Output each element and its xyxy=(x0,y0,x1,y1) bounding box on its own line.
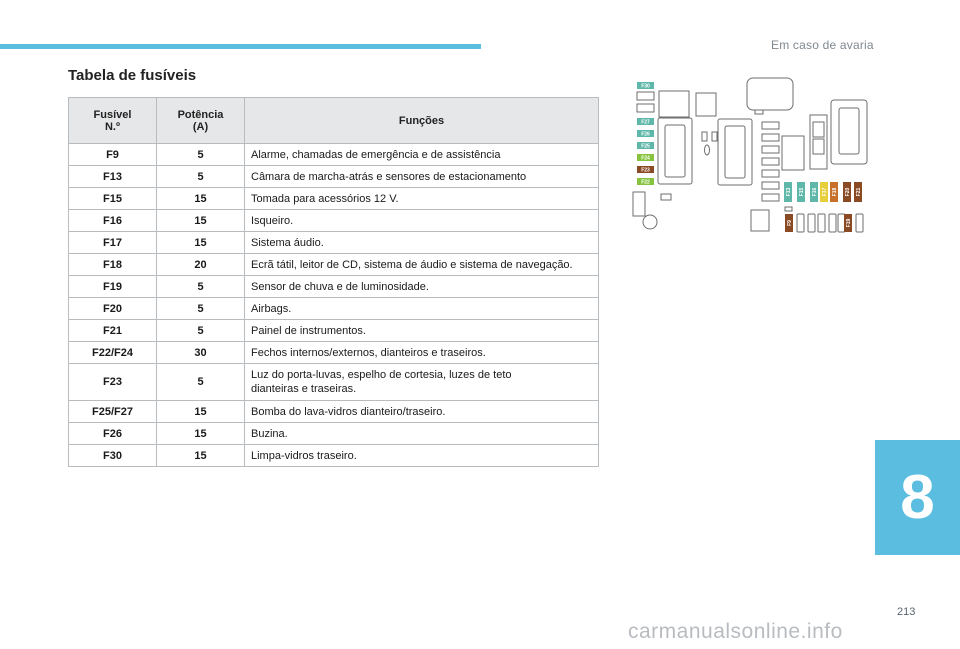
table-row xyxy=(69,445,599,467)
fuse-box-diagram xyxy=(625,74,875,242)
fuse-slot xyxy=(762,170,779,177)
fuse-label-f26-text: F26 xyxy=(641,131,650,138)
fuse-cell: F9 xyxy=(69,144,157,166)
relay-block-inner xyxy=(665,125,685,177)
amperage-cell: 15 xyxy=(157,445,245,467)
amperage-cell: 15 xyxy=(157,423,245,445)
fuse-slot xyxy=(661,194,671,200)
table-row xyxy=(69,232,599,254)
relay-block xyxy=(633,192,645,216)
amperage-cell: 5 xyxy=(157,320,245,342)
function-cell: Limpa-vidros traseiro. xyxy=(245,445,599,467)
column-header-functions: Funções xyxy=(245,98,599,144)
fuse-slot-vertical xyxy=(856,214,863,232)
function-cell: Alarme, chamadas de emergência e de assistência xyxy=(245,144,599,166)
chapter-number: 8 xyxy=(900,463,935,532)
fuse-label-f17-text: F17 xyxy=(822,187,828,197)
function-cell: Câmara de marcha-atrás e sensores de estacionamento xyxy=(245,166,599,188)
amperage-cell: 15 xyxy=(157,232,245,254)
fuse-cell: F22/F24 xyxy=(69,342,157,364)
function-cell: Sensor de chuva e de luminosidade. xyxy=(245,276,599,298)
fuse-label-f13-text: F13 xyxy=(786,187,792,197)
table-row xyxy=(69,276,599,298)
table-row xyxy=(69,166,599,188)
fuse-label-f25-text: F25 xyxy=(641,143,650,150)
amperage-cell: 15 xyxy=(157,401,245,423)
fuse-slot-vertical xyxy=(808,214,815,232)
amperage-cell: 5 xyxy=(157,166,245,188)
function-cell: Airbags. xyxy=(245,298,599,320)
fuse-label-f30-text: F30 xyxy=(641,83,650,90)
mini-fuse xyxy=(712,132,717,141)
relay-block xyxy=(696,93,716,116)
relay-block-large xyxy=(747,78,793,110)
relay-block xyxy=(782,136,804,170)
amperage-cell: 5 xyxy=(157,364,245,401)
section-label: Em caso de avaria xyxy=(771,38,874,52)
fuse-slot xyxy=(755,110,763,114)
function-cell: Buzina. xyxy=(245,423,599,445)
relay-block-inner xyxy=(813,122,824,137)
table-row xyxy=(69,254,599,276)
amperage-cell: 15 xyxy=(157,188,245,210)
relay-block xyxy=(659,91,689,117)
amperage-cell: 15 xyxy=(157,210,245,232)
table-row xyxy=(69,423,599,445)
page-number: 213 xyxy=(897,606,916,618)
fuse-slot xyxy=(762,122,779,129)
fuse-label-f20-text: F20 xyxy=(845,187,851,197)
mini-fuse xyxy=(702,132,707,141)
fuse-cell: F18 xyxy=(69,254,157,276)
function-cell: Ecrã tátil, leitor de CD, sistema de áudio e sistema de navegação. xyxy=(245,254,599,276)
function-cell: Painel de instrumentos. xyxy=(245,320,599,342)
connector-pin xyxy=(705,145,710,155)
fuse-slot-vertical xyxy=(797,214,804,232)
fuse-cell: F26 xyxy=(69,423,157,445)
fuse-cell: F30 xyxy=(69,445,157,467)
fuse-slot xyxy=(785,207,792,211)
fuse-slot-vertical xyxy=(818,214,825,232)
function-cell: Tomada para acessórios 12 V. xyxy=(245,188,599,210)
amperage-cell: 5 xyxy=(157,144,245,166)
function-cell: Bomba do lava-vidros dianteiro/traseiro. xyxy=(245,401,599,423)
function-cell: Isqueiro. xyxy=(245,210,599,232)
amperage-cell: 30 xyxy=(157,342,245,364)
top-accent-bar xyxy=(0,44,481,49)
fuse-label-f27-text: F27 xyxy=(641,119,650,126)
relay-block xyxy=(751,210,769,231)
fuse-slot-vertical xyxy=(838,214,845,232)
column-header-amperage: Potência (A) xyxy=(157,98,245,144)
fuse-cell: F20 xyxy=(69,298,157,320)
fuse-label-f24-text: F24 xyxy=(641,155,650,162)
function-cell: Fechos internos/externos, dianteiros e traseiros. xyxy=(245,342,599,364)
table-row xyxy=(69,364,599,401)
fuse-label-f22-text: F22 xyxy=(641,179,650,186)
fuse-label-f21-text: F21 xyxy=(856,187,862,197)
fuse-slot xyxy=(762,182,779,189)
amperage-cell: 20 xyxy=(157,254,245,276)
function-cell: Sistema áudio. xyxy=(245,232,599,254)
fuse-label-f15-text: F15 xyxy=(799,187,805,197)
fuse-slot-vertical xyxy=(829,214,836,232)
table-header-row xyxy=(69,98,599,144)
fuse-cell: F15 xyxy=(69,188,157,210)
fuse-label-f18-text: F18 xyxy=(832,187,838,197)
table-row xyxy=(69,210,599,232)
chapter-tab xyxy=(875,440,960,555)
fuse-label-f9-text: F9 xyxy=(787,220,793,226)
fuse-table xyxy=(68,97,599,467)
table-row xyxy=(69,342,599,364)
relay-block-inner xyxy=(725,126,745,178)
fuse-label-f19-text: F19 xyxy=(846,218,852,228)
connector-circle xyxy=(643,215,657,229)
fuse-label-f23-text: F23 xyxy=(641,167,650,174)
column-header-fuse: Fusível N.º xyxy=(69,98,157,144)
relay-block-inner xyxy=(839,108,859,154)
fuse-slot xyxy=(637,104,654,112)
fuse-label-f16-text: F16 xyxy=(812,187,818,197)
amperage-cell: 5 xyxy=(157,298,245,320)
fuse-slot xyxy=(762,146,779,153)
watermark: carmanualsonline.info xyxy=(628,620,843,643)
table-row xyxy=(69,298,599,320)
page-title: Tabela de fusíveis xyxy=(68,67,197,84)
fuse-cell: F13 xyxy=(69,166,157,188)
table-row xyxy=(69,188,599,210)
fuse-slot xyxy=(637,92,654,100)
fuse-slot xyxy=(762,158,779,165)
fuse-slot xyxy=(762,194,779,201)
fuse-cell: F25/F27 xyxy=(69,401,157,423)
fuse-cell: F23 xyxy=(69,364,157,401)
function-cell: Luz do porta-luvas, espelho de cortesia, luzes de teto dianteiras e traseiras. xyxy=(245,364,599,401)
table-row xyxy=(69,320,599,342)
fuse-cell: F19 xyxy=(69,276,157,298)
table-row xyxy=(69,401,599,423)
relay-block-inner xyxy=(813,139,824,154)
fuse-cell: F17 xyxy=(69,232,157,254)
amperage-cell: 5 xyxy=(157,276,245,298)
table-row xyxy=(69,144,599,166)
fuse-cell: F21 xyxy=(69,320,157,342)
fuse-cell: F16 xyxy=(69,210,157,232)
fuse-slot xyxy=(762,134,779,141)
